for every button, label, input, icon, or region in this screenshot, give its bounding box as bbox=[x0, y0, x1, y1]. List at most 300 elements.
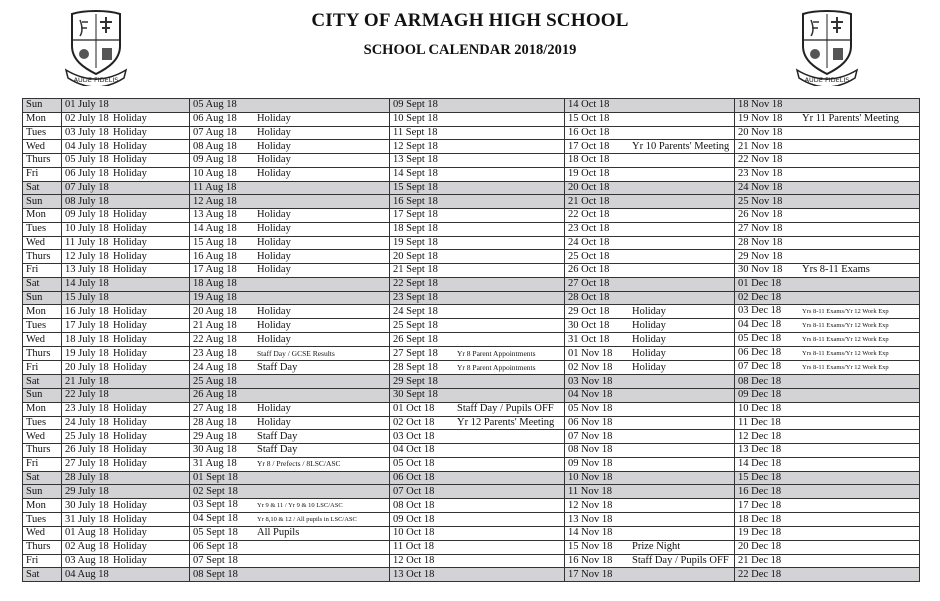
date-cell bbox=[735, 154, 920, 168]
weekday-cell: Tues bbox=[23, 222, 62, 236]
date-label: 31 Aug 18 bbox=[193, 458, 237, 470]
date-label: 29 July 18 bbox=[65, 485, 109, 497]
date-cell bbox=[62, 140, 190, 154]
weekday-cell: Sun bbox=[23, 195, 62, 209]
date-label: 14 Nov 18 bbox=[568, 527, 613, 539]
calendar-row bbox=[23, 513, 920, 527]
date-label: 18 Aug 18 bbox=[193, 278, 237, 290]
event-note: Holiday bbox=[257, 113, 291, 125]
date-label: 01 Aug 18 bbox=[65, 527, 109, 539]
date-cell bbox=[390, 277, 565, 291]
date-cell bbox=[735, 540, 920, 554]
date-label: 30 July 18 bbox=[65, 499, 109, 511]
date-cell bbox=[565, 499, 735, 513]
date-cell bbox=[390, 444, 565, 458]
date-label: 17 Oct 18 bbox=[568, 140, 610, 152]
date-cell bbox=[735, 361, 920, 375]
date-label: 12 July 18 bbox=[65, 250, 109, 262]
date-cell bbox=[390, 222, 565, 236]
date-label: 27 July 18 bbox=[65, 458, 109, 470]
date-label: 07 Dec 18 bbox=[738, 361, 782, 373]
calendar-row bbox=[23, 430, 920, 444]
date-cell bbox=[390, 264, 565, 278]
date-label: 21 July 18 bbox=[65, 375, 109, 387]
date-label: 24 Sept 18 bbox=[393, 305, 438, 317]
weekday-cell: Mon bbox=[23, 112, 62, 126]
date-label: 14 Aug 18 bbox=[193, 223, 237, 235]
date-cell bbox=[735, 167, 920, 181]
date-cell bbox=[62, 513, 190, 527]
calendar-row bbox=[23, 471, 920, 485]
date-label: 02 Oct 18 bbox=[393, 416, 435, 428]
date-cell bbox=[565, 126, 735, 140]
date-cell bbox=[62, 499, 190, 513]
date-cell bbox=[390, 333, 565, 347]
date-cell bbox=[565, 527, 735, 541]
weekday-cell: Tues bbox=[23, 513, 62, 527]
event-note: Holiday bbox=[257, 333, 291, 345]
date-label: 16 Sept 18 bbox=[393, 195, 438, 207]
page-subtitle: SCHOOL CALENDAR 2018/2019 bbox=[363, 42, 577, 58]
date-cell bbox=[190, 485, 390, 499]
date-cell bbox=[735, 375, 920, 389]
date-label: 16 Dec 18 bbox=[738, 485, 782, 497]
date-cell bbox=[735, 277, 920, 291]
date-label: 17 July 18 bbox=[65, 319, 109, 331]
date-cell bbox=[390, 140, 565, 154]
date-cell bbox=[390, 195, 565, 209]
event-note: Holiday bbox=[113, 499, 147, 511]
date-label: 25 Aug 18 bbox=[193, 375, 237, 387]
date-label: 16 July 18 bbox=[65, 305, 109, 317]
weekday-cell: Tues bbox=[23, 319, 62, 333]
weekday-cell: Sat bbox=[23, 277, 62, 291]
event-note: Holiday bbox=[113, 305, 147, 317]
date-label: 10 July 18 bbox=[65, 223, 109, 235]
date-cell bbox=[735, 527, 920, 541]
date-label: 04 Oct 18 bbox=[393, 444, 435, 456]
date-cell bbox=[390, 112, 565, 126]
date-label: 08 Aug 18 bbox=[193, 140, 237, 152]
calendar-row bbox=[23, 540, 920, 554]
calendar-row bbox=[23, 319, 920, 333]
date-label: 11 Oct 18 bbox=[393, 541, 435, 553]
event-note: Holiday bbox=[113, 403, 147, 415]
date-cell bbox=[62, 112, 190, 126]
date-label: 29 Sept 18 bbox=[393, 375, 438, 387]
date-cell bbox=[735, 457, 920, 471]
date-label: 15 Aug 18 bbox=[193, 236, 237, 248]
event-note: Holiday bbox=[257, 305, 291, 317]
date-cell bbox=[190, 568, 390, 582]
date-label: 05 Dec 18 bbox=[738, 333, 782, 345]
date-cell bbox=[62, 319, 190, 333]
date-cell bbox=[62, 347, 190, 361]
date-label: 19 Sept 18 bbox=[393, 236, 438, 248]
date-cell bbox=[735, 499, 920, 513]
date-label: 13 July 18 bbox=[65, 264, 109, 276]
date-cell bbox=[190, 167, 390, 181]
date-cell bbox=[735, 347, 920, 361]
date-label: 13 Oct 18 bbox=[393, 568, 435, 580]
date-label: 03 Aug 18 bbox=[65, 554, 109, 566]
date-label: 22 Nov 18 bbox=[738, 154, 783, 166]
date-label: 04 July 18 bbox=[65, 140, 109, 152]
weekday-cell: Thurs bbox=[23, 154, 62, 168]
weekday-cell: Sat bbox=[23, 568, 62, 582]
calendar-row bbox=[23, 291, 920, 305]
calendar-row bbox=[23, 568, 920, 582]
date-label: 16 Nov 18 bbox=[568, 554, 613, 566]
date-cell bbox=[62, 195, 190, 209]
date-label: 22 Sept 18 bbox=[393, 278, 438, 290]
date-cell bbox=[735, 471, 920, 485]
date-label: 11 Sept 18 bbox=[393, 126, 438, 138]
date-cell bbox=[565, 444, 735, 458]
date-cell bbox=[735, 485, 920, 499]
event-note: Holiday bbox=[257, 319, 291, 331]
weekday-cell: Thurs bbox=[23, 250, 62, 264]
date-label: 28 Oct 18 bbox=[568, 291, 610, 303]
calendar-row bbox=[23, 126, 920, 140]
date-cell bbox=[390, 154, 565, 168]
calendar-row bbox=[23, 167, 920, 181]
date-cell bbox=[190, 209, 390, 223]
date-label: 20 Aug 18 bbox=[193, 305, 237, 317]
date-label: 26 July 18 bbox=[65, 444, 109, 456]
weekday-cell: Thurs bbox=[23, 347, 62, 361]
calendar-row bbox=[23, 154, 920, 168]
date-cell bbox=[390, 527, 565, 541]
date-label: 25 Nov 18 bbox=[738, 195, 783, 207]
date-cell bbox=[62, 126, 190, 140]
date-cell bbox=[735, 430, 920, 444]
date-label: 24 Aug 18 bbox=[193, 361, 237, 373]
event-note: Yr 8 / Prefects / 8LSC/ASC bbox=[257, 459, 341, 469]
date-cell bbox=[735, 264, 920, 278]
weekday-cell: Sat bbox=[23, 375, 62, 389]
date-cell bbox=[565, 416, 735, 430]
event-note: Holiday bbox=[632, 305, 666, 317]
weekday-cell: Fri bbox=[23, 167, 62, 181]
event-note: Yrs 8-11 Exams/Yr 12 Work Exp bbox=[802, 364, 889, 372]
event-note: Staff Day bbox=[257, 361, 298, 373]
date-cell bbox=[62, 291, 190, 305]
date-cell bbox=[62, 167, 190, 181]
date-label: 13 Sept 18 bbox=[393, 154, 438, 166]
calendar-row bbox=[23, 264, 920, 278]
date-cell bbox=[62, 457, 190, 471]
date-label: 12 Dec 18 bbox=[738, 430, 782, 442]
date-label: 24 Oct 18 bbox=[568, 236, 610, 248]
date-cell bbox=[390, 250, 565, 264]
calendar-row bbox=[23, 181, 920, 195]
date-cell bbox=[735, 568, 920, 582]
date-cell bbox=[62, 236, 190, 250]
weekday-cell: Thurs bbox=[23, 540, 62, 554]
date-label: 21 Nov 18 bbox=[738, 140, 783, 152]
date-label: 27 Aug 18 bbox=[193, 403, 237, 415]
date-cell bbox=[735, 291, 920, 305]
date-label: 20 Sept 18 bbox=[393, 250, 438, 262]
weekday-cell: Sun bbox=[23, 99, 62, 113]
date-label: 17 Sept 18 bbox=[393, 209, 438, 221]
date-label: 04 Aug 18 bbox=[65, 568, 109, 580]
date-label: 19 Dec 18 bbox=[738, 527, 782, 539]
calendar-row bbox=[23, 457, 920, 471]
page-title: CITY OF ARMAGH HIGH SCHOOL bbox=[311, 10, 629, 31]
event-note: Yr 10 Parents' Meeting bbox=[632, 140, 730, 152]
date-label: 01 Nov 18 bbox=[568, 347, 613, 359]
date-cell bbox=[735, 222, 920, 236]
date-cell bbox=[565, 430, 735, 444]
date-label: 29 Aug 18 bbox=[193, 430, 237, 442]
date-cell bbox=[390, 554, 565, 568]
event-note: Holiday bbox=[113, 223, 147, 235]
date-cell bbox=[565, 305, 735, 319]
event-note: Holiday bbox=[113, 347, 147, 359]
date-label: 28 July 18 bbox=[65, 471, 109, 483]
date-label: 07 July 18 bbox=[65, 181, 109, 193]
event-note: Yr 11 Parents' Meeting bbox=[802, 113, 899, 125]
date-label: 23 July 18 bbox=[65, 403, 109, 415]
date-cell bbox=[565, 264, 735, 278]
date-label: 22 Oct 18 bbox=[568, 209, 610, 221]
date-cell bbox=[390, 291, 565, 305]
date-label: 05 Sept 18 bbox=[193, 527, 238, 539]
date-cell bbox=[62, 444, 190, 458]
date-cell bbox=[390, 375, 565, 389]
date-label: 02 Sept 18 bbox=[193, 485, 238, 497]
date-cell bbox=[190, 444, 390, 458]
date-label: 19 July 18 bbox=[65, 347, 109, 359]
calendar-row bbox=[23, 222, 920, 236]
date-label: 12 Oct 18 bbox=[393, 554, 435, 566]
calendar-row bbox=[23, 402, 920, 416]
date-label: 28 Aug 18 bbox=[193, 416, 237, 428]
date-cell bbox=[190, 457, 390, 471]
event-note: Holiday bbox=[257, 403, 291, 415]
date-label: 08 Sept 18 bbox=[193, 568, 238, 580]
weekday-cell: Wed bbox=[23, 527, 62, 541]
date-label: 23 Sept 18 bbox=[393, 291, 438, 303]
date-cell bbox=[735, 389, 920, 403]
date-label: 29 Nov 18 bbox=[738, 250, 783, 262]
date-cell bbox=[190, 319, 390, 333]
date-cell bbox=[390, 319, 565, 333]
date-label: 27 Sept 18 bbox=[393, 347, 438, 359]
date-cell bbox=[565, 167, 735, 181]
event-note: Holiday bbox=[257, 264, 291, 276]
event-note: Yr 8,10 & 12 / All pupils in LSC/ASC bbox=[257, 516, 357, 523]
event-note: Holiday bbox=[113, 126, 147, 138]
date-cell bbox=[735, 305, 920, 319]
date-cell bbox=[735, 140, 920, 154]
date-cell bbox=[62, 568, 190, 582]
date-cell bbox=[190, 305, 390, 319]
event-note: Yr 8 Parent Appointments bbox=[457, 348, 536, 358]
date-label: 10 Dec 18 bbox=[738, 403, 782, 415]
event-note: Holiday bbox=[632, 347, 666, 359]
date-cell bbox=[62, 389, 190, 403]
date-label: 10 Nov 18 bbox=[568, 471, 613, 483]
date-cell bbox=[735, 181, 920, 195]
date-cell bbox=[62, 264, 190, 278]
date-label: 15 Sept 18 bbox=[393, 181, 438, 193]
event-note: Holiday bbox=[113, 430, 147, 442]
event-note: Holiday bbox=[113, 168, 147, 180]
weekday-cell: Wed bbox=[23, 236, 62, 250]
date-label: 24 July 18 bbox=[65, 416, 109, 428]
date-label: 01 July 18 bbox=[65, 99, 109, 111]
svg-text:AUDE FIDELIS: AUDE FIDELIS bbox=[804, 76, 850, 84]
date-cell bbox=[390, 361, 565, 375]
date-cell bbox=[190, 471, 390, 485]
date-label: 17 Nov 18 bbox=[568, 568, 613, 580]
date-cell bbox=[62, 277, 190, 291]
date-label: 08 July 18 bbox=[65, 195, 109, 207]
date-label: 14 Oct 18 bbox=[568, 99, 610, 111]
date-cell bbox=[565, 140, 735, 154]
date-label: 25 Sept 18 bbox=[393, 319, 438, 331]
date-label: 31 July 18 bbox=[65, 513, 109, 525]
date-label: 13 Nov 18 bbox=[568, 513, 613, 525]
date-label: 14 Dec 18 bbox=[738, 458, 782, 470]
date-cell bbox=[565, 236, 735, 250]
date-label: 13 Aug 18 bbox=[193, 209, 237, 221]
date-label: 01 Sept 18 bbox=[193, 471, 238, 483]
date-cell bbox=[190, 333, 390, 347]
date-label: 08 Oct 18 bbox=[393, 499, 435, 511]
event-note: Yrs 8-11 Exams/Yr 12 Work Exp bbox=[802, 322, 889, 330]
calendar-row bbox=[23, 112, 920, 126]
date-cell bbox=[390, 416, 565, 430]
date-cell bbox=[565, 222, 735, 236]
date-cell bbox=[62, 154, 190, 168]
weekday-cell: Wed bbox=[23, 333, 62, 347]
calendar-row bbox=[23, 305, 920, 319]
weekday-cell: Mon bbox=[23, 402, 62, 416]
date-cell bbox=[735, 554, 920, 568]
date-label: 28 Sept 18 bbox=[393, 361, 438, 373]
weekday-cell: Tues bbox=[23, 416, 62, 430]
date-label: 09 Oct 18 bbox=[393, 513, 435, 525]
date-label: 20 Oct 18 bbox=[568, 181, 610, 193]
event-note: Holiday bbox=[257, 236, 291, 248]
date-cell bbox=[565, 554, 735, 568]
date-label: 16 Oct 18 bbox=[568, 126, 610, 138]
date-label: 18 July 18 bbox=[65, 333, 109, 345]
date-cell bbox=[390, 499, 565, 513]
date-cell bbox=[190, 540, 390, 554]
event-note: Staff Day bbox=[257, 430, 298, 442]
event-note: Holiday bbox=[257, 154, 291, 166]
date-cell bbox=[565, 319, 735, 333]
date-cell bbox=[62, 181, 190, 195]
date-cell bbox=[565, 485, 735, 499]
date-cell bbox=[390, 471, 565, 485]
date-cell bbox=[190, 389, 390, 403]
date-cell bbox=[565, 291, 735, 305]
date-cell bbox=[190, 277, 390, 291]
date-cell bbox=[565, 402, 735, 416]
date-label: 02 Nov 18 bbox=[568, 361, 613, 373]
calendar-table bbox=[22, 98, 920, 582]
date-label: 10 Aug 18 bbox=[193, 168, 237, 180]
date-cell bbox=[190, 430, 390, 444]
date-label: 18 Nov 18 bbox=[738, 99, 783, 111]
event-note: Holiday bbox=[257, 126, 291, 138]
weekday-cell: Wed bbox=[23, 140, 62, 154]
date-label: 11 July 18 bbox=[65, 236, 109, 248]
date-label: 07 Sept 18 bbox=[193, 554, 238, 566]
date-label: 26 Sept 18 bbox=[393, 333, 438, 345]
date-cell bbox=[190, 154, 390, 168]
date-label: 30 Nov 18 bbox=[738, 264, 783, 276]
calendar-row bbox=[23, 250, 920, 264]
date-cell bbox=[62, 527, 190, 541]
date-label: 26 Aug 18 bbox=[193, 389, 237, 401]
date-cell bbox=[565, 361, 735, 375]
date-cell bbox=[190, 554, 390, 568]
date-label: 07 Oct 18 bbox=[393, 485, 435, 497]
event-note: Holiday bbox=[257, 223, 291, 235]
event-note: Holiday bbox=[113, 236, 147, 248]
date-label: 23 Oct 18 bbox=[568, 223, 610, 235]
date-label: 31 Oct 18 bbox=[568, 333, 610, 345]
date-label: 09 Nov 18 bbox=[568, 458, 613, 470]
date-label: 11 Dec 18 bbox=[738, 416, 781, 428]
event-note: Holiday bbox=[113, 209, 147, 221]
date-label: 03 Nov 18 bbox=[568, 375, 613, 387]
date-label: 03 Sept 18 bbox=[193, 499, 238, 510]
date-cell bbox=[565, 99, 735, 113]
date-cell bbox=[190, 416, 390, 430]
date-cell bbox=[190, 236, 390, 250]
event-note: Yr 12 Parents' Meeting bbox=[457, 416, 555, 428]
event-note: Holiday bbox=[113, 541, 147, 553]
date-label: 12 Aug 18 bbox=[193, 195, 237, 207]
date-label: 11 Aug 18 bbox=[193, 181, 237, 193]
event-note: Holiday bbox=[632, 361, 666, 373]
date-label: 05 July 18 bbox=[65, 154, 109, 166]
calendar-row bbox=[23, 499, 920, 513]
date-label: 29 Oct 18 bbox=[568, 305, 610, 317]
date-cell bbox=[190, 126, 390, 140]
event-note: Holiday bbox=[113, 319, 147, 331]
weekday-cell: Sat bbox=[23, 181, 62, 195]
weekday-cell: Sun bbox=[23, 389, 62, 403]
date-cell bbox=[390, 126, 565, 140]
date-label: 17 Aug 18 bbox=[193, 264, 237, 276]
date-cell bbox=[190, 347, 390, 361]
date-cell bbox=[62, 540, 190, 554]
date-label: 28 Nov 18 bbox=[738, 236, 783, 248]
date-label: 02 Dec 18 bbox=[738, 291, 782, 303]
date-label: 23 Nov 18 bbox=[738, 168, 783, 180]
event-note: Staff Day / GCSE Results bbox=[257, 348, 335, 358]
event-note: Holiday bbox=[113, 527, 147, 539]
calendar-row bbox=[23, 389, 920, 403]
event-note: Holiday bbox=[113, 113, 147, 125]
date-cell bbox=[62, 375, 190, 389]
date-cell bbox=[565, 333, 735, 347]
date-label: 03 Dec 18 bbox=[738, 305, 782, 317]
date-label: 10 Sept 18 bbox=[393, 113, 438, 125]
date-cell bbox=[390, 513, 565, 527]
date-cell bbox=[735, 236, 920, 250]
date-cell bbox=[190, 99, 390, 113]
